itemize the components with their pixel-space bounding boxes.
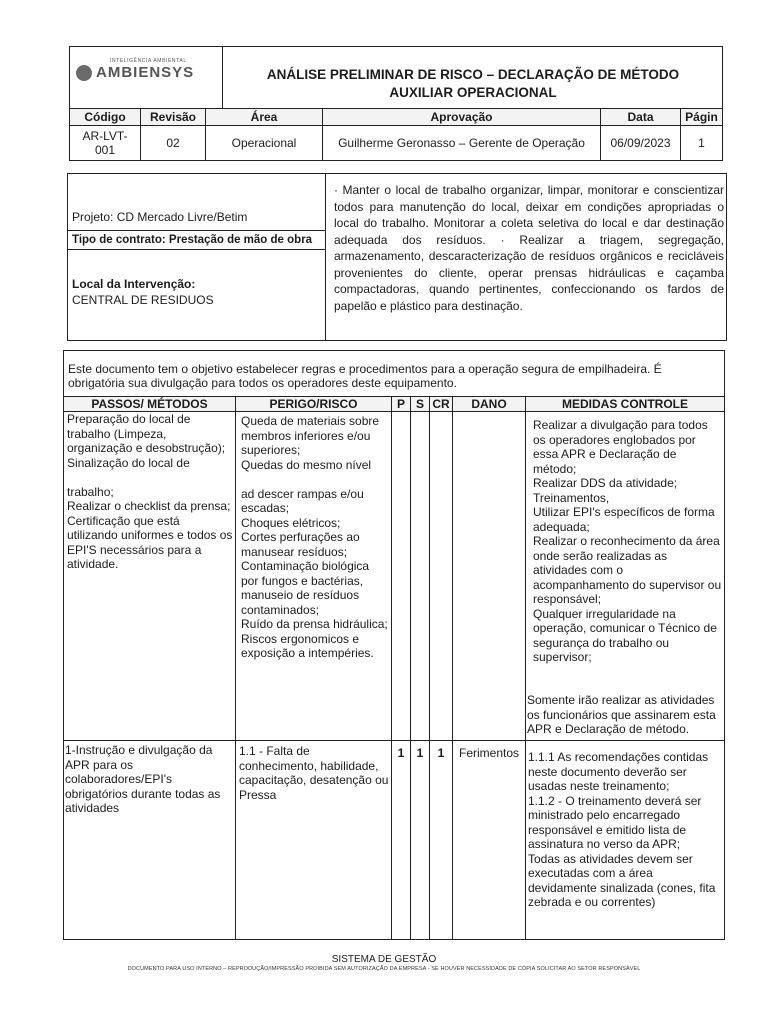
- location-value: CENTRAL DE RESIDUOS: [72, 293, 214, 307]
- col-p-header: P: [392, 397, 410, 411]
- value-codigo: AR-LVT- 001: [82, 129, 128, 157]
- value-pagina: 1: [698, 136, 705, 150]
- table-row-2-cr: 1: [437, 746, 445, 760]
- value-area: Operacional: [231, 136, 297, 150]
- project-field: Projeto: CD Mercado Livre/Betim: [72, 210, 248, 224]
- footer-system: SISTEMA DE GESTÃO: [331, 954, 437, 965]
- col-dano-header: DANO: [453, 397, 525, 411]
- title-line-1: ANÁLISE PRELIMINAR DE RISCO – DECLARAÇÃO DE MÉTODO: [266, 67, 680, 82]
- label-revisao: Revisão: [141, 109, 205, 125]
- table-row-1-medidas: Realizar a divulgação para todos os operadores englobados por essa APR e Declaração de método; Realizar DDS da atividade; Treinamentos, Utilizar EPI's específicos de forma adequada; Realizar o reconhecimento da área onde serão realizadas as atividades com o acompanhamento do supervisor ou responsável; Qualquer irregularidade na operação, comunicar o Técnico de segurança do trabalho ou supervisor;: [533, 418, 722, 664]
- table-row-1-perigo: Queda de materiais sobre membros inferiores e/ou superiores; Quedas do mesmo nível ad descer rampas e/ou escadas; Choques elétricos; Cortes perfurações ao manusear resíduos; Contaminação biológica por fungos e bactérias, manuseio de resíduos contaminados; Ruído da prensa hidráulica; Riscos ergonomicos e exposição a intempéries.: [241, 414, 388, 660]
- table-row-1-medidas-extra: Somente irão realizar as atividades os funcionários que assinarem esta APR e Declaração de método.: [527, 693, 716, 736]
- value-revisao: 02: [166, 136, 180, 150]
- objective-text: Este documento tem o objetivo estabelecer regras e procedimentos para a operação segura de empilhadeira. É obrigatória sua divulgação para todos os operadores deste equipamento.: [68, 362, 662, 390]
- activity-description: · Manter o local de trabalho organizar, limpar, monitorar e conscientizar todos para manutenção do local, deixar em condições apropriadas o local do trabalho. Monitorar a coleta seletiva do local e dar destinação adequada dos resíduos. · Realizar a triagem, segregação, armazenamento, descaracterização de resíduos orgânicos e recicláveis provenientes do cliente, operar prensas hidráulicas e caçamba compactadoras, quando pertinentes, confeccionando os fardos de papelão e plástico para destinação.: [334, 183, 724, 313]
- table-row-2-dano: Ferimentos: [458, 746, 520, 760]
- table-row-2-s: 1: [416, 746, 424, 760]
- footer-notice: DOCUMENTO PARA USO INTERNO – REPRODUÇÃO/IMPRESSÃO PROIBIDA SEM AUTORIZAÇÃO DA EMPRESA - SE HOUVER NECESSIDADE DE CÓPIA SOLICITAR AO SETOR RESPONSÁVEL: [127, 966, 641, 972]
- label-aprovacao: Aprovação: [323, 109, 600, 125]
- col-perigo-header: PERIGO/RISCO: [236, 397, 391, 411]
- table-row-1-passos: Preparação do local de trabalho (Limpeza, organização e desobstrução); Sinalização do local de trabalho; Realizar o checklist da prensa; Certificação que está utilizando uniformes e todos os EPI'S necessários para a atividade.: [67, 412, 233, 571]
- table-row-2-p: 1: [397, 746, 405, 760]
- logo-name: AMBIENSYS: [96, 64, 195, 81]
- value-aprovacao: Guilherme Geronasso – Gerente de Operação: [338, 136, 585, 150]
- location-label: Local da Intervenção:: [72, 277, 196, 291]
- label-codigo: Código: [70, 109, 140, 125]
- col-passos-header: PASSOS/ MÉTODOS: [64, 397, 235, 411]
- col-s-header: S: [411, 397, 429, 411]
- table-row-2-perigo: 1.1 - Falta de conhecimento, habilidade, capacitação, desatenção ou Pressa: [239, 744, 389, 802]
- title-line-2: AUXILIAR OPERACIONAL: [389, 85, 557, 100]
- logo-tagline: INTELIGÊNCIA AMBIENTAL: [110, 58, 187, 64]
- value-data: 06/09/2023: [610, 136, 671, 150]
- contract-type-field: Tipo de contrato: Prestação de mão de obra: [72, 234, 313, 246]
- table-row-2-passos: 1-Instrução e divulgação da APR para os colaboradores/EPI's obrigatórios durante todas as atividades: [65, 743, 221, 815]
- label-pagina: Págin: [681, 109, 722, 125]
- col-cr-header: CR: [430, 397, 452, 411]
- logo-mark-icon: [76, 65, 92, 81]
- table-row-2-medidas: 1.1.1 As recomendações contidas neste documento deverão ser usadas neste treinamento; 1.1.2 - O treinamento deverá ser ministrado pelo encarregado responsável e emitido lista de assinatura no verso da APR; Todas as atividades devem ser executadas com a área devidamente sinalizada (cones, fita zebrada e ou correntes): [528, 750, 716, 909]
- document-title: [223, 66, 723, 102]
- label-area: Área: [206, 109, 322, 125]
- company-logo: [76, 58, 216, 88]
- label-data: Data: [601, 109, 680, 125]
- col-medidas-header: MEDIDAS CONTROLE: [526, 397, 724, 411]
